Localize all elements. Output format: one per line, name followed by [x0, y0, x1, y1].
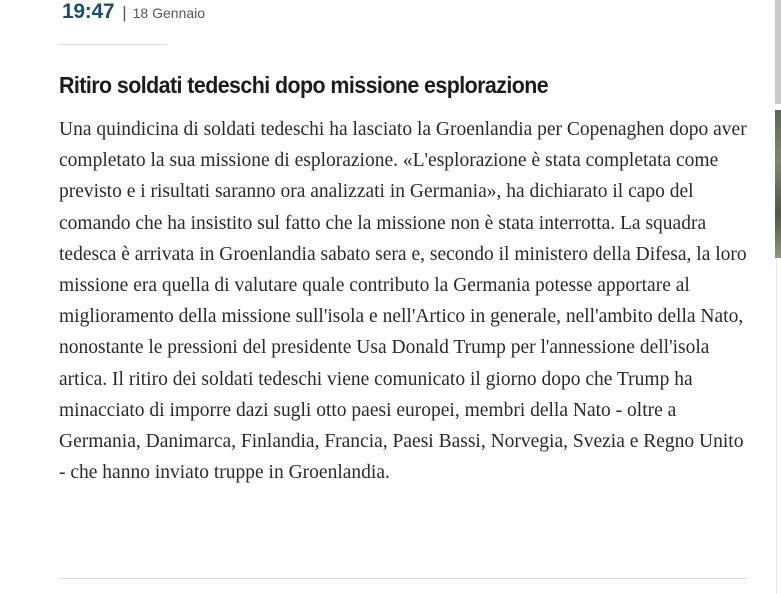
entry-body: Una quindicina di soldati tedeschi ha lasciato la Groenlandia per Copenaghen dopo aver completato la sua missione di esplorazione. «L'esplorazione è stata completata come previsto e i risultati saranno ora analizzati in Germania», ha dichiarato il capo del comando che ha insistito sul fatto che la missione non è stata interrotta. La squadra tedesca è arrivata in Groenlandia sabato sera e, secondo il ministero della Difesa, la loro missione era quella di valutare quale contributo la Germania potesse apportare al miglioramento della missione sull'isola e nell'Artico in generale, nell'ambito della Nato, nonostante le pressioni del presidente Usa Donald Trump per l'annessione dell'isola artica. Il ritiro dei soldati tedeschi viene comunicato il giorno dopo che Trump ha minacciato di imporre dazi sugli otto paesi europei, membri della Nato - oltre a Germania, Danimarca, Finlandia, Francia, Paesi Bassi, Norvegia, Svezia e Regno Unito - che hanno inviato truppe in Groenlandia.: [59, 119, 747, 484]
timestamp-separator: |: [122, 3, 127, 22]
timestamp-divider: [59, 44, 167, 45]
sidebar-edge-panel: [775, 0, 781, 104]
entry-time: 19:47: [62, 0, 115, 23]
entry-title: Ritiro soldati tedeschi dopo missione esplorazione: [59, 72, 549, 98]
entry-divider: [59, 578, 747, 579]
sidebar-edge-border: [776, 258, 777, 594]
entry-date: 18 Gennaio: [132, 5, 206, 21]
sidebar-edge-image[interactable]: [775, 110, 781, 258]
entry-timestamp: [62, 0, 205, 28]
